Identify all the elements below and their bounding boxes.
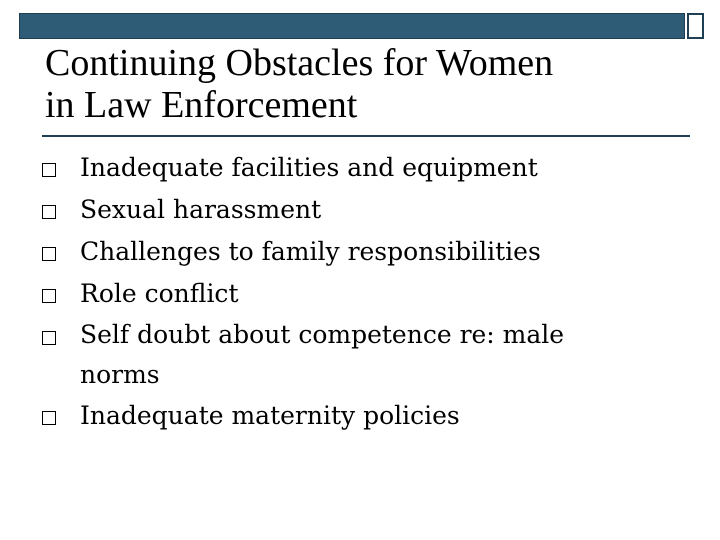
title-line: Continuing Obstacles for Women [45, 42, 554, 84]
title-underline [42, 135, 690, 137]
bullet-text: Inadequate facilities and equipment [80, 153, 538, 182]
hollow-square-icon [42, 315, 80, 357]
hollow-square-icon [42, 147, 80, 189]
bullet-text: Role conflict [80, 279, 239, 308]
bullet-item [42, 395, 702, 437]
bullet-text: Self doubt about competence re: male norms [80, 320, 565, 389]
bullet-text: Inadequate maternity policies [80, 401, 460, 430]
bullet-item [42, 147, 702, 189]
bullet-item [42, 189, 702, 231]
bullet-item [42, 315, 702, 395]
bullet-text: Sexual harassment [80, 195, 322, 224]
hollow-square-icon [42, 231, 80, 273]
header-corner-box [687, 13, 704, 39]
hollow-square-icon [42, 395, 80, 437]
bullet-text: Challenges to family responsibilities [80, 237, 541, 266]
bullet-item [42, 231, 702, 273]
hollow-square-icon [42, 273, 80, 315]
slide-title [45, 42, 685, 126]
bullet-item [42, 273, 702, 315]
hollow-square-icon [42, 189, 80, 231]
header-bar [19, 13, 685, 39]
title-line: in Law Enforcement [45, 84, 358, 126]
bullet-list [42, 147, 702, 437]
